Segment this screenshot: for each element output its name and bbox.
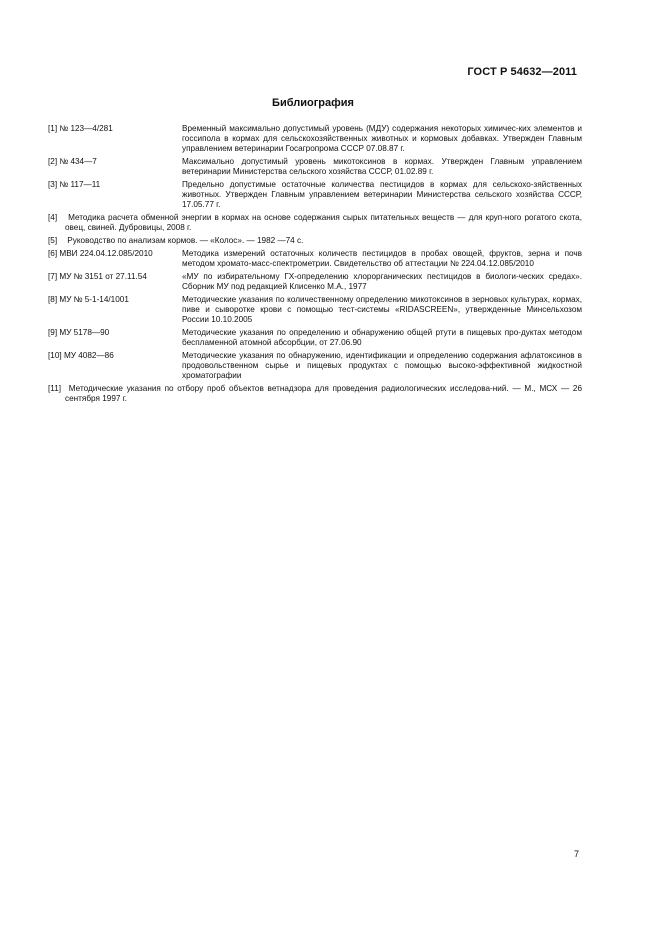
bib-ref [48,272,182,292]
bib-number: [10] [48,351,62,360]
bib-ref [48,249,182,269]
bib-code: МВИ 224.04.12.085/2010 [59,249,153,258]
bib-ref [48,157,182,177]
bib-entry-7 [48,272,582,292]
bib-text: Руководство по анализам кормов. — «Колос». — 1982 —74 с. [67,236,304,245]
bib-number: [4] [48,213,58,222]
bib-number: [11] [48,384,62,393]
bib-entry-1 [48,124,582,154]
bib-entry-8 [48,295,582,325]
bib-ref [48,180,182,210]
bib-number: [1] [48,124,58,133]
page-title: Библиография [272,97,354,109]
bib-ref [48,328,182,348]
bib-entry-2 [48,157,582,177]
bib-number: [9] [48,328,58,337]
bib-number: [2] [48,157,58,166]
bib-code: № 123—4/281 [59,124,113,133]
bib-ref [48,124,182,154]
bib-text: «МУ по избирательному ГХ-определению хлорорганических пестицидов в биологи-ческих средах». Сборник МУ под редакцией Клисенко М.А., 1977 [182,272,582,291]
bib-text: Методические указания по обнаружению, идентификации и определению содержания афлатоксинов в продовольственном сырье и пищевых продуктах с помощью высоко-эффективной жидкостной хроматографии [182,351,582,380]
bib-code: № 117—11 [59,180,101,189]
bib-text: Временный максимально допустимый уровень (МДУ) содержания некоторых химичес-ких элементов и госсипола в кормах для сельскохозяйственных животных и кормовых добавках. Утвержден Главным управлением ветеринарии Госагропрома СССР 07.08.87 г. [182,124,582,153]
bib-text: Методические указания по отбору проб объектов ветнадзора для проведения радиологических исследова-ний. — М., МСХ — 26 сентября 1997 г. [65,384,582,403]
bib-text: Методика расчета обменной энергии в кормах на основе содержания сырых питательных веществ — для круп-ного рогатого скота, овец, свиней. Дубровицы, 2008 г. [65,213,582,232]
bib-number: [3] [48,180,58,189]
bib-ref [48,351,182,381]
bib-entry-4 [48,213,582,233]
bib-code: МУ 5178—90 [59,328,110,337]
bib-text: Максимально допустимый уровень микотоксинов в кормах. Утвержден Главным управлением ветеринарии Министерства сельского хозяйства СССР, 01.02.89 г. [182,157,582,176]
bib-entry-9 [48,328,582,348]
bib-entry-10 [48,351,582,381]
bib-code: МУ № 5-1-14/1001 [59,295,129,304]
bib-entry-5 [48,236,582,246]
bib-entry-6 [48,249,582,269]
page-number: 7 [573,849,579,859]
bib-number: [7] [48,272,58,281]
bib-ref [48,295,182,325]
bibliography-list [48,124,582,407]
bib-full-text [48,384,582,404]
bib-full-text [48,236,303,246]
bib-text: Методические указания по количественному определению микотоксинов в зерновых культурах, кормах, пиве и сыворотке крови с помощью тест-системы «RIDASCREEN», утвержденные Минсельхозом России 10.10.2005 [182,295,582,324]
bib-full-text [48,213,582,233]
bib-number: [6] [48,249,58,258]
bib-code: № 434—7 [59,157,97,166]
bib-text: Методика измерений остаточных количеств пестицидов в пробах овощей, фруктов, зерна и почв методом хромато-масс-спектрометрии. Свидетельство об аттестации № 224.04.12.085/2010 [182,249,582,268]
bib-text: Предельно допустимые остаточные количества пестицидов в кормах для сельскохо-зяйственных животных. Утвержден Главным управлением ветеринарии Министерства сельского хозяйства СССР, 17.05.77 г. [182,180,582,209]
bib-number: [5] [48,236,58,245]
standard-id: ГОСТ Р 54632—2011 [467,66,577,78]
bib-entry-11 [48,384,582,404]
bib-text: Методические указания по определению и обнаружению общей ртути в пищевых про-дуктах методом беспламенной атомной абсорбции, от 27.06.90 [182,328,582,347]
bib-code: МУ № 3151 от 27.11.54 [59,272,147,281]
bib-entry-3 [48,180,582,210]
bib-code: МУ 4082—86 [63,351,114,360]
bib-number: [8] [48,295,58,304]
